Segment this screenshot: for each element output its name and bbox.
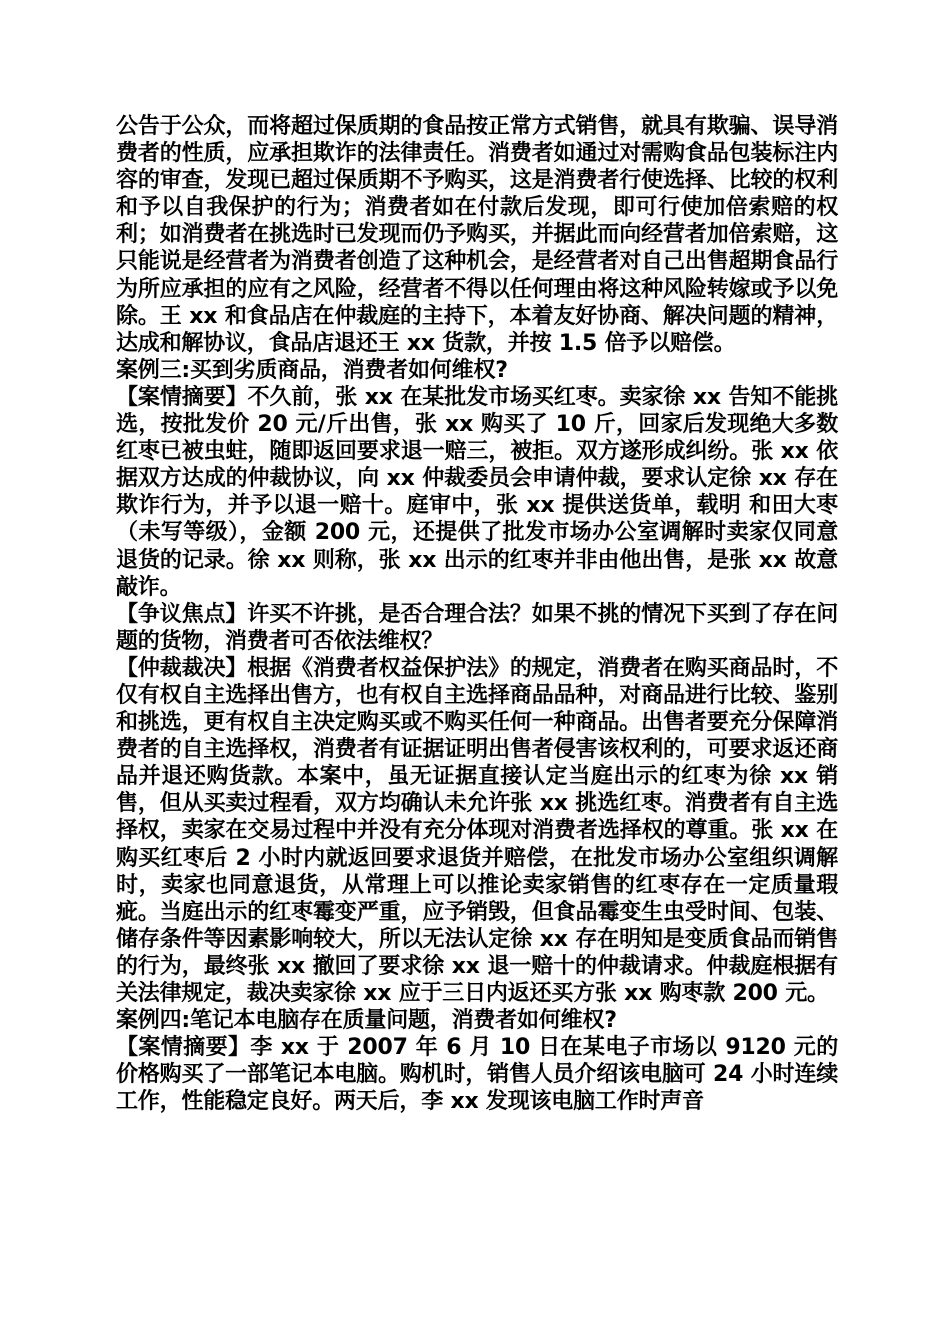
case-three-summary: 【案情摘要】不久前，张 xx 在某批发市场买红枣。卖家徐 xx 告知不能挑选，按批发价 20 元/斤出售，张 xx 购买了 10 斤，回家后发现绝大多数红枣已被虫蛀，随即返回要求退一赔三，被拒。双方遂形成纠纷。张 xx 依据双方达成的仲裁协议，向 xx 仲裁委员会申请仲裁，要求认定徐 xx 存在欺诈行为，并予以退一赔十。庭审中，张 xx 提供送货单，载明 和田大枣（未写等级），金额 200 元，还提供了批发市场办公室调解时卖家仅同意退货的记录。徐 xx 则称，张 xx 出示的红枣并非由他出售，是张 xx 故意敲诈。 <box>116 384 838 600</box>
case-four-heading: 案例四:笔记本电脑存在质量问题，消费者如何维权? <box>116 1008 617 1034</box>
case-four-summary: 【案情摘要】李 xx 于 2007 年 6 月 10 日在某电子市场以 9120 元的价格购买了一部笔记本电脑。购机时，销售人员介绍该电脑可 24 小时连续工作，性能稳定良好。两天后，李 xx 发现该电脑工作时声音 <box>116 1035 838 1115</box>
paragraph-food-fraud-conclusion: 公告于公众，而将超过保质期的食品按正常方式销售，就具有欺骗、误导消费者的性质，应承担欺诈的法律责任。消费者如通过对需购食品包装标注内容的审查，发现已超过保质期不予购买，这是消费者行使选择、比较的权利和予以自我保护的行为；消费者如在付款后发现，即可行使加倍索赔的权利；如消费者在挑选时已发现而仍予购买，并据此而向经营者加倍索赔，这只能说是经营者为消费者创造了这种机会，是经营者对自己出售超期食品行为所应承担的应有之风险，经营者不得以任何理由将这种风险转嫁或予以免除。王 xx 和食品店在仲裁庭的主持下，本着友好协商、解决问题的精神，达成和解协议，食品店退还王 xx 货款，并按 1.5 倍予以赔偿。 <box>116 114 838 356</box>
case-three-heading: 案例三:买到劣质商品，消费者如何维权? <box>116 357 508 383</box>
case-three-dispute-focus: 【争议焦点】许买不许挑，是否合理合法？如果不挑的情况下买到了存在问题的货物，消费者可否依法维权？ <box>116 601 838 654</box>
document-body <box>116 113 838 1115</box>
case-three-ruling: 【仲裁裁决】根据《消费者权益保护法》的规定，消费者在购买商品时，不仅有权自主选择出售方，也有权自主选择商品品种，对商品进行比较、鉴别和挑选，更有权自主决定购买或不购买任何一种商品。出售者要充分保障消费者的自主选择权，消费者有证据证明出售者侵害该权利的，可要求返还商品并退还购货款。本案中，虽无证据直接认定当庭出示的红枣为徐 xx 销售，但从买卖过程看，双方均确认未允许张 xx 挑选红枣。消费者有自主选择权，卖家在交易过程中并没有充分体现对消费者选择权的尊重。张 xx 在购买红枣后 2 小时内就返回要求退货并赔偿，在批发市场办公室组织调解时，卖家也同意退货，从常理上可以推论卖家销售的红枣存在一定质量瑕疵。当庭出示的红枣霉变严重，应予销毁，但食品霉变生虫受时间、包装、储存条件等因素影响较大，所以无法认定徐 xx 存在明知是变质食品而销售的行为，最终张 xx 撤回了要求徐 xx 退一赔十的仲裁请求。仲裁庭根据有关法律规定，裁决卖家徐 xx 应于三日内返还买方张 xx 购枣款 200 元。 <box>116 655 838 1006</box>
